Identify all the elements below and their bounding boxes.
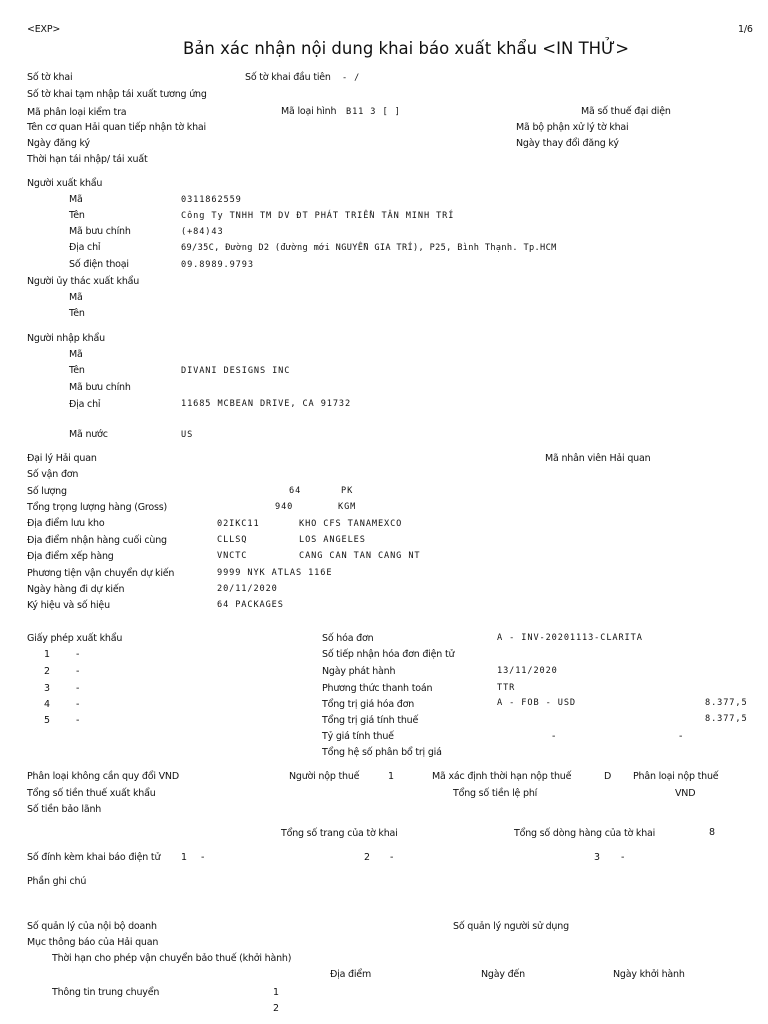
- exporter-buu-chinh-value: (+84)43: [181, 227, 224, 237]
- ngay-phat-hanh-value: 13/11/2020: [497, 666, 558, 676]
- phan-loai-nop-label: Phân loại nộp thuế: [633, 771, 719, 782]
- importer-dia-chi-label: Địa chỉ: [69, 399, 101, 410]
- so-luong-label: Số lượng: [27, 486, 67, 497]
- so-luong-unit: PK: [341, 486, 354, 496]
- bao-lanh-label: Số tiền bảo lãnh: [27, 804, 102, 815]
- ty-gia-dash: -: [552, 731, 556, 742]
- consignor-ma-label: Mã: [69, 292, 83, 303]
- consignor-ten-label: Tên: [69, 308, 85, 319]
- ma-bo-phan-label: Mã bộ phận xử lý tờ khai: [516, 122, 629, 133]
- tong-tri-gia-hd-label: Tổng trị giá hóa đơn: [322, 699, 415, 710]
- ma-so-thue-dai-dien-label: Mã số thuế đại diện: [581, 106, 671, 117]
- exporter-ten-label: Tên: [69, 210, 85, 221]
- permit-num: 5: [44, 715, 50, 726]
- importer-ma-nuoc-label: Mã nước: [69, 429, 108, 440]
- ma-loai-hinh-value: B11 3 [ ]: [346, 107, 401, 117]
- xep-hang-label: Địa điểm xếp hàng: [27, 551, 114, 562]
- importer-dia-chi-value: 11685 MCBEAN DRIVE, CA 91732: [181, 399, 352, 409]
- so-luong-value: 64: [289, 486, 302, 496]
- so-to-khai-dau-tien-value: - /: [342, 73, 361, 83]
- permit-num: 1: [44, 649, 50, 660]
- phan-loai-vnd-label: Phân loại không cần quy đổi VND: [27, 771, 179, 782]
- permit-value: -: [76, 699, 80, 710]
- ma-loai-hinh-label: Mã loại hình: [281, 106, 337, 117]
- luu-kho-label: Địa điểm lưu kho: [27, 518, 105, 529]
- he-so-label: Tổng hệ số phân bổ trị giá: [322, 747, 442, 758]
- trong-luong-label: Tổng trọng lượng hàng (Gross): [27, 502, 168, 513]
- dia-diem-column-header: Địa điểm: [330, 969, 372, 980]
- doc-code: <EXP>: [27, 24, 61, 35]
- attachment-value: -: [201, 852, 205, 863]
- nhan-hang-code: CLLSQ: [217, 535, 248, 545]
- le-phi-unit: VND: [675, 788, 696, 799]
- tong-dong-value: 8: [709, 827, 715, 838]
- xep-hang-code: VNCTC: [217, 551, 248, 561]
- so-quan-ly-nguoi-label: Số quản lý người sử dụng: [453, 921, 569, 932]
- so-van-don-label: Số vận đơn: [27, 469, 79, 480]
- importer-section-label: Người nhập khẩu: [27, 333, 105, 344]
- thong-tin-trung-chuyen-label: Thông tin trung chuyển: [52, 987, 160, 998]
- tong-trang-label: Tổng số trang của tờ khai: [281, 828, 398, 839]
- thoi-han-label: Thời hạn tái nhập/ tái xuất: [27, 154, 148, 165]
- permit-value: -: [76, 683, 80, 694]
- phuong-thuc-value: TTR: [497, 683, 516, 693]
- exporter-ma-value: 0311862559: [181, 195, 242, 205]
- ma-xac-dinh-value: D: [604, 771, 612, 782]
- ten-co-quan-label: Tên cơ quan Hải quan tiếp nhận tờ khai: [27, 122, 206, 133]
- ky-hieu-label: Ký hiệu và số hiệu: [27, 600, 110, 611]
- trong-luong-value: 940: [275, 502, 294, 512]
- attachment-value: -: [390, 852, 394, 863]
- so-to-khai-dau-tien-label: Số tờ khai đầu tiên: [245, 72, 331, 83]
- muc-thong-bao-label: Mục thông báo của Hải quan: [27, 937, 159, 948]
- tong-dong-label: Tổng số dòng hàng của tờ khai: [514, 828, 656, 839]
- permit-num: 3: [44, 683, 50, 694]
- ma-nhan-vien-label: Mã nhân viên Hải quan: [545, 453, 651, 464]
- tong-thue-label: Tổng số tiền thuế xuất khẩu: [27, 788, 156, 799]
- ky-hieu-value: 64 PACKAGES: [217, 600, 284, 610]
- ngay-phat-hanh-label: Ngày phát hành: [322, 666, 396, 677]
- so-tiep-nhan-label: Số tiếp nhận hóa đơn điện tử: [322, 649, 455, 660]
- ngay-di-label: Ngày hàng đi dự kiến: [27, 584, 125, 595]
- trung-chuyen-num: 1: [273, 987, 279, 998]
- ngay-di-value: 20/11/2020: [217, 584, 278, 594]
- exporter-buu-chinh-label: Mã bưu chính: [69, 226, 131, 237]
- so-to-khai-label: Số tờ khai: [27, 72, 73, 83]
- permit-value: -: [76, 649, 80, 660]
- trung-chuyen-num: 2: [273, 1003, 279, 1014]
- dai-ly-label: Đại lý Hải quan: [27, 453, 97, 464]
- notes-label: Phần ghi chú: [27, 876, 87, 887]
- trong-luong-unit: KGM: [338, 502, 357, 512]
- phuong-tien-value: 9999 NYK ATLAS 116E: [217, 568, 333, 578]
- importer-buu-chinh-label: Mã bưu chính: [69, 382, 131, 393]
- luu-kho-code: 02IKC11: [217, 519, 260, 529]
- ty-gia-dash: -: [679, 731, 683, 742]
- ty-gia-label: Tỷ giá tính thuế: [322, 731, 394, 742]
- ngay-dang-ky-label: Ngày đăng ký: [27, 138, 90, 149]
- luu-kho-name: KHO CFS TANAMEXCO: [299, 519, 403, 529]
- attachment-num: 3: [594, 852, 600, 863]
- tong-tri-gia-hd-amount: 8.377,5: [705, 698, 748, 708]
- nguoi-nop-value: 1: [388, 771, 394, 782]
- ngay-khoi-hanh-column-header: Ngày khởi hành: [613, 969, 685, 980]
- phuong-tien-label: Phương tiện vận chuyển dự kiến: [27, 568, 175, 579]
- so-quan-ly-noi-bo-label: Số quản lý của nội bộ doanh: [27, 921, 157, 932]
- thoi-han-van-chuyen-label: Thời hạn cho phép vận chuyển bảo thuế (khởi hành): [52, 953, 292, 964]
- so-hoa-don-value: A - INV-20201113-CLARITA: [497, 633, 643, 643]
- exporter-ma-label: Mã: [69, 194, 83, 205]
- attachment-num: 2: [364, 852, 370, 863]
- page-title: Bản xác nhận nội dung khai báo xuất khẩu <IN THỬ>: [183, 39, 630, 58]
- attachments-label: Số đính kèm khai báo điện tử: [27, 852, 161, 863]
- so-to-khai-tam-nhap-label: Số tờ khai tạm nhập tái xuất tương ứng: [27, 89, 207, 100]
- exporter-dien-thoai-label: Số điện thoại: [69, 259, 129, 270]
- ma-xac-dinh-label: Mã xác định thời hạn nộp thuế: [432, 771, 572, 782]
- page-indicator: 1/6: [738, 24, 753, 35]
- nguoi-nop-label: Người nộp thuế: [289, 771, 360, 782]
- exporter-dia-chi-value: 69/35C, Đường D2 (đường mới NGUYỄN GIA TRÍ), P25, Bình Thạnh. Tp.HCM: [181, 243, 557, 253]
- consignor-section-label: Người ủy thác xuất khẩu: [27, 276, 140, 287]
- exporter-dien-thoai-value: 09.8989.9793: [181, 260, 254, 270]
- importer-ten-label: Tên: [69, 365, 85, 376]
- permit-num: 4: [44, 699, 50, 710]
- ngay-den-column-header: Ngày đến: [481, 969, 525, 980]
- exporter-dia-chi-label: Địa chỉ: [69, 242, 101, 253]
- tong-tri-gia-tt-label: Tổng trị giá tính thuế: [322, 715, 419, 726]
- attachment-value: -: [621, 852, 625, 863]
- tong-tri-gia-hd-value: A - FOB - USD: [497, 698, 576, 708]
- exporter-section-label: Người xuất khẩu: [27, 178, 103, 189]
- importer-ma-nuoc-value: US: [181, 430, 194, 440]
- exporter-ten-value: Công Ty TNHH TM DV ĐT PHÁT TRIỂN TÂN MINH TRÍ: [181, 211, 455, 221]
- importer-ma-label: Mã: [69, 349, 83, 360]
- permit-value: -: [76, 715, 80, 726]
- attachment-num: 1: [181, 852, 187, 863]
- permit-num: 2: [44, 666, 50, 677]
- permits-label: Giấy phép xuất khẩu: [27, 633, 123, 644]
- tong-tri-gia-tt-amount: 8.377,5: [705, 714, 748, 724]
- tong-le-phi-label: Tổng số tiền lệ phí: [453, 788, 538, 799]
- phuong-thuc-label: Phương thức thanh toán: [322, 683, 433, 694]
- so-hoa-don-label: Số hóa đơn: [322, 633, 374, 644]
- nhan-hang-label: Địa điểm nhận hàng cuối cùng: [27, 535, 167, 546]
- ngay-thay-doi-label: Ngày thay đổi đăng ký: [516, 138, 619, 149]
- permit-value: -: [76, 666, 80, 677]
- ma-phan-loai-kiem-tra-label: Mã phân loại kiểm tra: [27, 107, 127, 118]
- xep-hang-name: CANG CAN TAN CANG NT: [299, 551, 421, 561]
- importer-ten-value: DIVANI DESIGNS INC: [181, 366, 291, 376]
- nhan-hang-name: LOS ANGELES: [299, 535, 366, 545]
